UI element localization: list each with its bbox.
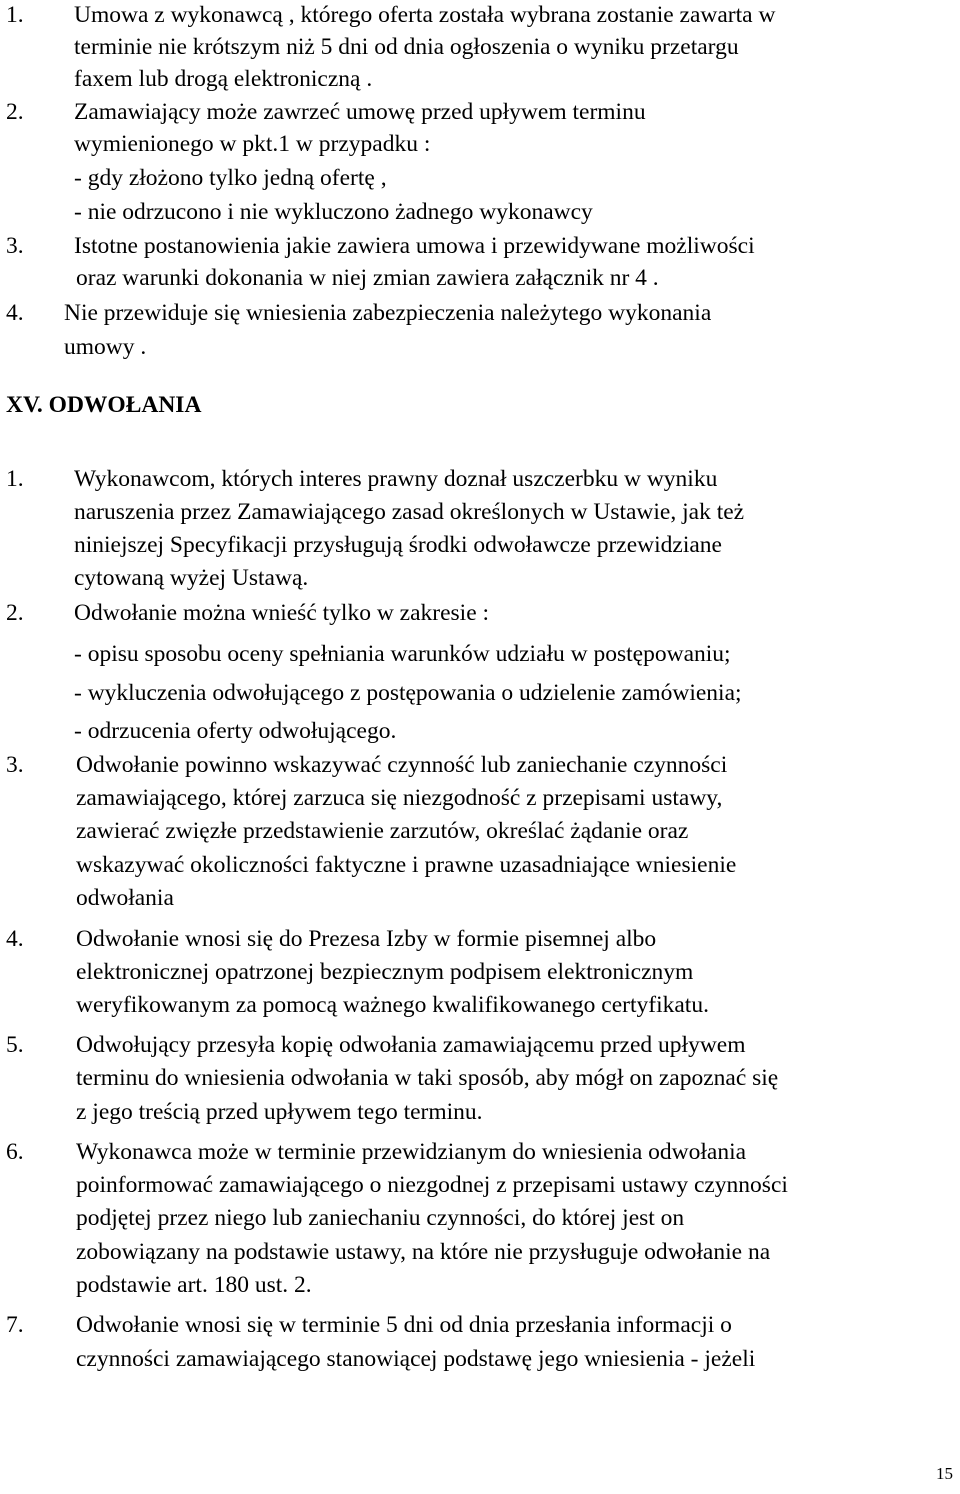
list-item-text: Wykonawca może w terminie przewidzianym do wniesienia odwołania xyxy=(76,1139,747,1165)
list-item-number: 3. xyxy=(6,752,24,778)
list-item-text: umowy . xyxy=(64,334,147,360)
list-item-number: 1. xyxy=(6,2,24,28)
list-item-number: 6. xyxy=(6,1139,24,1165)
list-item-text: - nie odrzucono i nie wykluczono żadnego wykonawcy xyxy=(74,199,593,225)
list-item-text: weryfikowanym za pomocą ważnego kwalifikowanego certyfikatu. xyxy=(76,992,709,1018)
list-item-text: zawierać zwięzłe przedstawienie zarzutów, określać żądanie oraz xyxy=(76,818,689,844)
list-item-text: Odwołanie wnosi się w terminie 5 dni od dnia przesłania informacji o xyxy=(76,1312,732,1338)
list-item-text: odwołania xyxy=(76,885,174,911)
list-item-text: cytowaną wyżej Ustawą. xyxy=(74,565,309,591)
list-item-text: - odrzucenia oferty odwołującego. xyxy=(74,718,397,744)
list-item-number: 4. xyxy=(6,926,24,952)
list-item-text: czynności zamawiającego stanowiącej podstawę jego wniesienia - jeżeli xyxy=(76,1346,756,1372)
list-item-text: zobowiązany na podstawie ustawy, na które nie przysługuje odwołanie na xyxy=(76,1239,771,1265)
section-heading: XV. ODWOŁANIA xyxy=(6,392,202,418)
list-item-text: Odwołujący przesyła kopię odwołania zamawiającemu przed upływem xyxy=(76,1032,746,1058)
list-item-text: - gdy złożono tylko jedną ofertę , xyxy=(74,165,387,191)
list-item-text: Odwołanie można wnieść tylko w zakresie : xyxy=(74,600,490,626)
list-item-number: 5. xyxy=(6,1032,24,1058)
list-item-text: terminu do wniesienia odwołania w taki sposób, aby mógł on zapoznać się xyxy=(76,1065,779,1091)
list-item-text: Wykonawcom, których interes prawny doznał uszczerbku w wyniku xyxy=(74,466,718,492)
list-item-text: - opisu sposobu oceny spełniania warunków udziału w postępowaniu; xyxy=(74,641,731,667)
list-item-number: 7. xyxy=(6,1312,24,1338)
list-item-text: oraz warunki dokonania w niej zmian zawiera załącznik nr 4 . xyxy=(76,265,659,291)
list-item-text: Istotne postanowienia jakie zawiera umowa i przewidywane możliwości xyxy=(74,233,755,259)
list-item-text: naruszenia przez Zamawiającego zasad określonych w Ustawie, jak też xyxy=(74,499,745,525)
list-item-text: Zamawiający może zawrzeć umowę przed upływem terminu xyxy=(74,99,646,125)
list-item-text: niniejszej Specyfikacji przysługują środki odwoławcze przewidziane xyxy=(74,532,722,558)
list-item-text: zamawiającego, której zarzuca się niezgodność z przepisami ustawy, xyxy=(76,785,723,811)
list-item-number: 2. xyxy=(6,99,24,125)
list-item-text: z jego treścią przed upływem tego terminu. xyxy=(76,1099,483,1125)
list-item-text: wskazywać okoliczności faktyczne i prawne uzasadniające wniesienie xyxy=(76,852,737,878)
page-number: 15 xyxy=(936,1464,953,1483)
list-item-text: elektronicznej opatrzonej bezpiecznym podpisem elektronicznym xyxy=(76,959,694,985)
list-item-number: 3. xyxy=(6,233,24,259)
list-item-text: Odwołanie powinno wskazywać czynność lub zaniechanie czynności xyxy=(76,752,728,778)
list-item-number: 4. xyxy=(6,300,24,326)
list-item-text: Nie przewiduje się wniesienia zabezpieczenia należytego wykonania xyxy=(64,300,712,326)
list-item-text: Umowa z wykonawcą , którego oferta została wybrana zostanie zawarta w xyxy=(74,2,776,28)
list-item-text: terminie nie krótszym niż 5 dni od dnia ogłoszenia o wyniku przetargu xyxy=(74,34,739,60)
list-item-number: 1. xyxy=(6,466,24,492)
list-item-text: wymienionego w pkt.1 w przypadku : xyxy=(74,131,431,157)
list-item-text: podjętej przez niego lub zaniechaniu czynności, do której jest on xyxy=(76,1205,685,1231)
list-item-number: 2. xyxy=(6,600,24,626)
list-item-text: Odwołanie wnosi się do Prezesa Izby w formie pisemnej albo xyxy=(76,926,657,952)
list-item-text: - wykluczenia odwołującego z postępowania o udzielenie zamówienia; xyxy=(74,680,742,706)
list-item-text: faxem lub drogą elektroniczną . xyxy=(74,66,373,92)
list-item-text: poinformować zamawiającego o niezgodnej z przepisami ustawy czynności xyxy=(76,1172,788,1198)
list-item-text: podstawie art. 180 ust. 2. xyxy=(76,1272,312,1298)
